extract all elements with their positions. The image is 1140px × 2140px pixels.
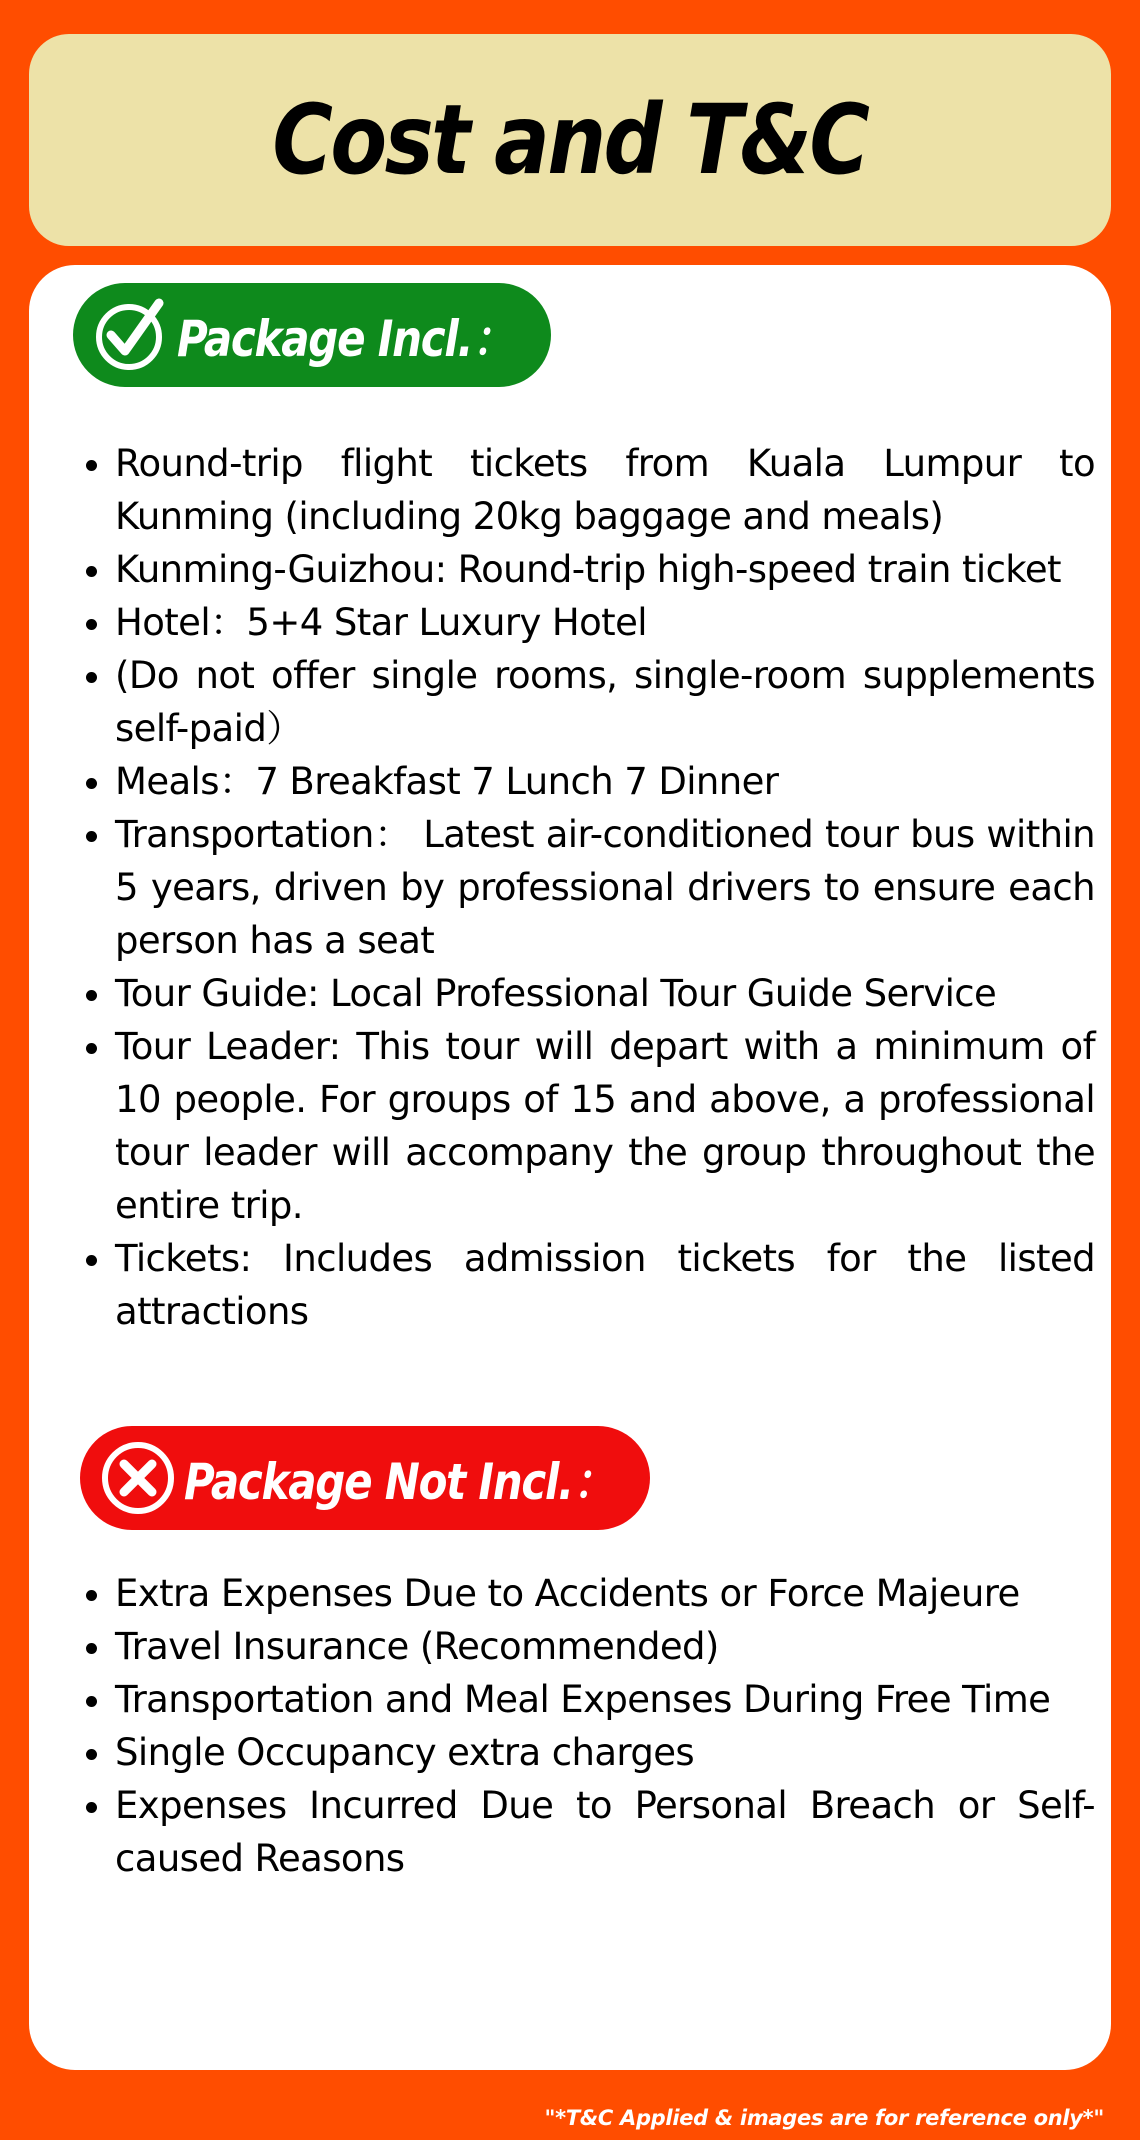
list-item: Extra Expenses Due to Accidents or Force Majeure: [115, 1567, 1095, 1620]
list-item: Tickets: Includes admission tickets for the listed attractions: [115, 1232, 1095, 1338]
list-item: Travel Insurance (Recommended): [115, 1620, 1095, 1673]
package-not-included-label: Package Not Incl.：: [184, 1453, 614, 1511]
list-item: Hotel：5+4 Star Luxury Hotel: [115, 596, 1095, 649]
package-included-heading: [73, 283, 551, 387]
list-item: Tour Guide: Local Professional Tour Guide Service: [115, 967, 1095, 1020]
package-not-included-heading: [80, 1426, 650, 1530]
list-item: Expenses Incurred Due to Personal Breach or Self-caused Reasons: [115, 1779, 1095, 1885]
title-banner: [29, 34, 1111, 246]
list-item: Round-trip flight tickets from Kuala Lumpur to Kunming (including 20kg baggage and meals): [115, 437, 1095, 543]
list-item: (Do not offer single rooms, single-room supplements self-paid）: [115, 649, 1095, 755]
package-included-label: Package Incl.：: [177, 310, 513, 368]
page-title: Cost and T&C: [272, 84, 868, 196]
x-circle-icon: [100, 1440, 176, 1516]
check-circle-icon: [93, 297, 169, 373]
list-item: Transportation and Meal Expenses During Free Time: [115, 1673, 1095, 1726]
list-item: Transportation： Latest air-conditioned tour bus within 5 years, driven by professional drivers to ensure each person has a seat: [115, 808, 1095, 967]
list-item: Meals：7 Breakfast 7 Lunch 7 Dinner: [115, 755, 1095, 808]
disclaimer-text: "*T&C Applied & images are for reference only*": [544, 2106, 1104, 2130]
list-item: Tour Leader: This tour will depart with a minimum of 10 people. For groups of 15 and above, a professional tour leader will accompany the group throughout the entire trip.: [115, 1020, 1095, 1232]
list-item: Single Occupancy extra charges: [115, 1726, 1095, 1779]
included-list: [115, 437, 1095, 1338]
not-included-list: [115, 1567, 1095, 1885]
content-card: [29, 265, 1111, 2070]
list-item: Kunming-Guizhou: Round-trip high-speed train ticket: [115, 543, 1095, 596]
